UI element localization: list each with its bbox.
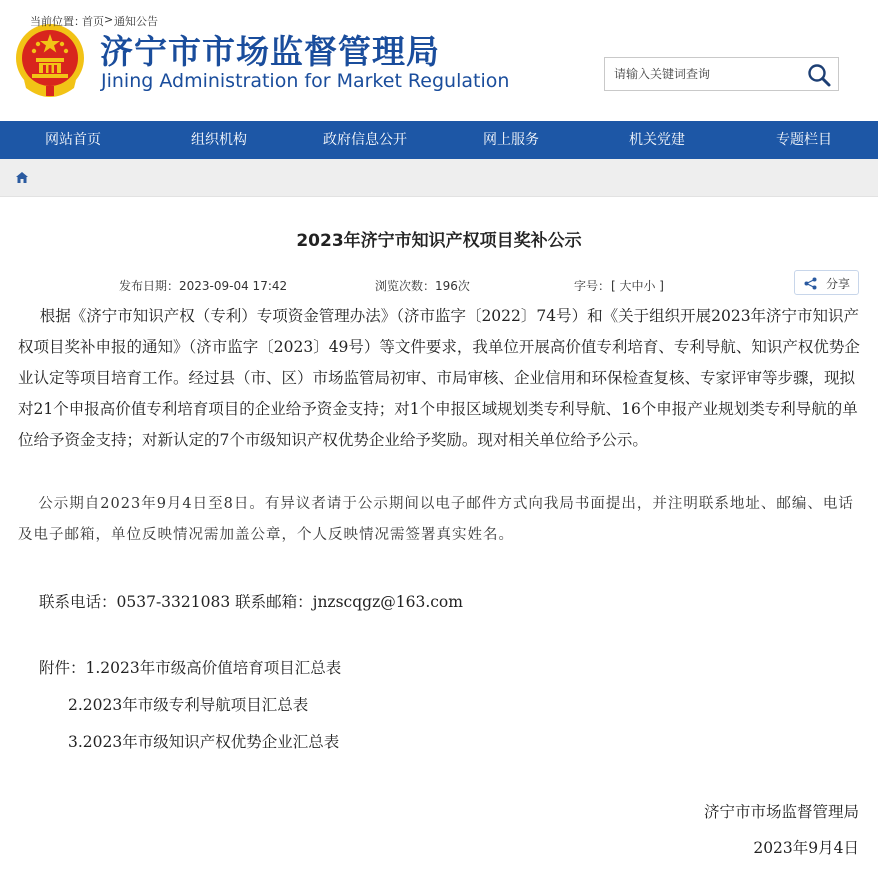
share-button[interactable] [794, 270, 859, 295]
publish-date: 发布日期：2023-09-04 17:42 [119, 279, 288, 293]
nav-item-party-building[interactable]: 机关党建 [629, 132, 685, 148]
nav-item-online-service[interactable]: 网上服务 [483, 132, 539, 148]
nav-item-special-topics[interactable]: 专题栏目 [776, 132, 832, 148]
font-size-label: 字号： [574, 279, 611, 293]
nav-item-home[interactable]: 网站首页 [45, 132, 101, 148]
article-body: 根据《济宁市知识产权（专利）专项资金管理办法》（济市监字〔2022〕74号）和《关于组织开展2023年济宁市知识产权项目奖补申报的通知》（济市监字〔2023〕49号）等文件要求，我单位开展高价值专利培育、专利导航、知识产权优势企业认定等项目培育工作。经过县（市、区）市场监管局初审、市局审核、企业信用和环保检查复核、专家评审等步骤，现拟对21个申报高价值专利培育项目的企业给予资金支持；对1个申报区域规划类专利导航、16个申报产业规划类专利导航的单位给予资金支持；对新认定的7个市级知识产权优势企业给予奖励。现对相关单位给予公示。 [18, 307, 860, 449]
share-label: 分享 [826, 277, 851, 291]
signature-org: 济宁市市场监督管理局 [703, 803, 859, 821]
breadcrumb-home-link[interactable]: 首页 [82, 15, 104, 28]
site-title: 济宁市市场监督管理局 [100, 32, 440, 71]
share-icon [804, 277, 817, 290]
national-emblem-icon[interactable] [14, 22, 86, 98]
notice-paragraph: 公示期自2023年9月4日至8日。有异议者请于公示期间以电子邮件方式向我局书面提出，并注明联系地址、邮编、电话及电子邮箱，单位反映情况需加盖公章，个人反映情况需签署真实姓名。 [18, 496, 854, 543]
nav-item-organization[interactable]: 组织机构 [191, 132, 247, 148]
attachment-item[interactable]: 3.2023年市级知识产权优势企业汇总表 [68, 733, 340, 751]
breadcrumb-current[interactable]: 通知公告 [114, 15, 158, 28]
contact-info: 联系电话：0537-3321083 联系邮箱：jnzscqgz@163.com [39, 593, 463, 611]
article-title: 2023年济宁市知识产权项目奖补公示 [296, 231, 582, 251]
breadcrumb-separator: > [104, 13, 114, 26]
search-icon[interactable] [806, 62, 832, 88]
breadcrumb [0, 159, 878, 197]
home-icon [16, 172, 28, 183]
main-nav [0, 121, 878, 159]
signature-date: 2023年9月4日 [753, 839, 859, 857]
font-size-options[interactable]: [ 大中小 ] [611, 279, 664, 293]
site-subtitle: Jining Administration for Market Regulation [101, 70, 510, 92]
search-box [604, 57, 839, 91]
attachment-item[interactable]: 附件：1.2023年市级高价值培育项目汇总表 [39, 659, 342, 677]
view-count: 浏览次数：196次 [375, 279, 470, 293]
nav-item-gov-info[interactable]: 政府信息公开 [323, 132, 407, 148]
breadcrumb-prefix: 当前位置： [30, 15, 85, 28]
search-input[interactable] [605, 58, 800, 90]
attachment-item[interactable]: 2.2023年市级专利导航项目汇总表 [68, 696, 309, 714]
